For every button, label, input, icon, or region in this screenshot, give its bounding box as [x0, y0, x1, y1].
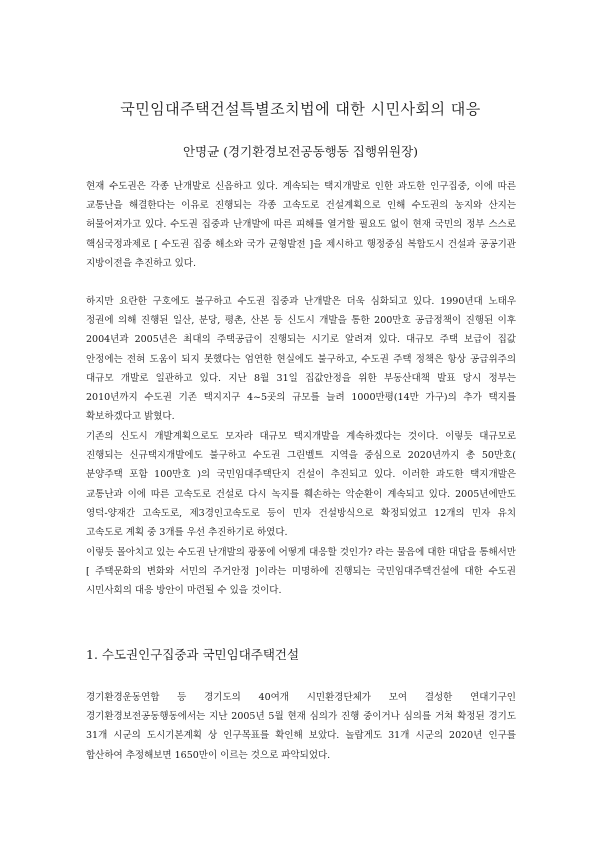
- body-paragraph: 하지만 요란한 구호에도 불구하고 수도권 집중과 난개발은 더욱 심화되고 있다. 1990년대 노태우 정권에 의해 진행된 일산, 분당, 평촌, 산본 등 신도시 개발을 통한 200만호 공급정책이 진행된 이후 2004년과 2005년은 최대의 주택공급이 진행되는 시기로 알려져 있다. 대규모 주택 보급이 집값 안정에는 전혀 도움이 되지 못했다는 엄연한 현실에도 불구하고, 수도권 주택 정책은 항상 공급위주의 대규모 개발로 일관하고 있다. 지난 8월 31일 집값안정을 위한 부동산대책 발표 당시 정부는 2010년까지 수도권 기존 택지지구 4~5곳의 규모를 늘려 1000만평(14만 가구)의 추가 택지를 확보하겠다고 밝혔다.: [86, 296, 516, 423]
- body-paragraph: 현재 수도권은 각종 난개발로 신음하고 있다. 계속되는 택지개발로 인한 과도한 인구집중, 이에 따른 교통난을 해결한다는 이유로 진행되는 각종 고속도로 건설계획으로 인해 수도권의 농지와 산지는 허물어져가고 있다. 수도권 집중과 난개발에 따른 피해를 열거할 필요도 없이 현재 국민의 정부 스스로 핵심국정과제로 [ 수도권 집중 해소와 국가 균형발전 ]을 제시하고 행정중심 복합도시 건설과 공공기관 지방이전을 추진하고 있다.: [86, 181, 516, 269]
- author-line: 안명균 (경기환경보전공동행동 집행위원장): [182, 144, 419, 159]
- body-paragraph: 경기환경운동연합 등 경기도의 40여개 시민환경단체가 모여 결성한 연대기구인 경기환경보전공동행동에서는 지난 2005년 5월 현재 심의가 진행 중이거나 심의를 거쳐 확정된 경기도 31개 시군의 도시기본계획 상 인구목표를 확인해 보았다. 놀랍게도 31개 시군의 2020년 인구를 합산하여 추정해보면 1650만이 이르는 것으로 파악되었다.: [86, 692, 516, 761]
- body-paragraph: 이렇듯 몰아치고 있는 수도권 난개발의 광풍에 어떻게 대응할 것인가? 라는 물음에 대한 대답을 통해서만 [ 주택문화의 변화와 서민의 주거안정 ]이라는 미명하에 진행되는 국민임대주택건설에 대한 수도권 시민사회의 대응 방안이 마련될 수 있을 것이다.: [86, 547, 516, 597]
- document-title: 국민임대주택건설특별조치법에 대한 시민사회의 대응: [120, 100, 481, 118]
- section-heading: 1. 수도권인구집중과 국민임대주택건설: [86, 647, 300, 662]
- body-paragraph: 기존의 신도시 개발계획으로도 모자라 대규모 택지개발을 계속하겠다는 것이다. 이렇듯 대규모로 진행되는 신규택지개발에도 불구하고 수도권 그린벨트 지역을 중심으로 2020년까지 총 50만호( 분양주택 포함 100만호 )의 국민임대주택단지 건설이 추진되고 있다. 이러한 과도한 택지개발은 교통난과 이에 따른 고속도로 건설로 다시 녹지를 훼손하는 악순환이 계속되고 있다. 2005년에만도 영덕-양재간 고속도로, 제3경인고속도로 등이 민자 건설방식으로 확정되었고 12개의 민자 유치 고속도로 계획 중 3개를 우선 추진하기로 하였다.: [86, 431, 516, 539]
